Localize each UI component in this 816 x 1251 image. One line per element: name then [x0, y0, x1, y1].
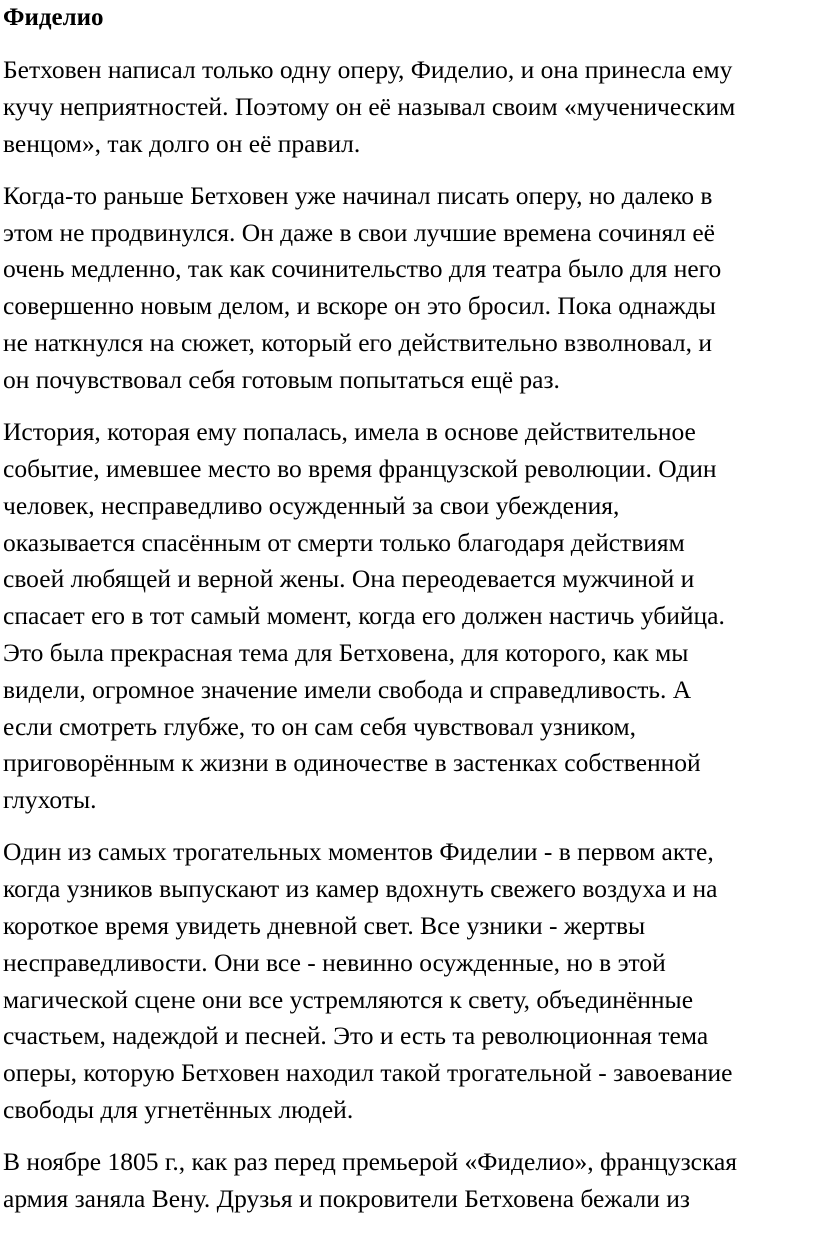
text-line: История, которая ему попалась, имела в основе действительное [3, 417, 696, 447]
text-line: кучу неприятностей. Поэтому он её называл своим «мученическим [3, 91, 736, 121]
text-line: свободы для угнетённых людей. [3, 1095, 354, 1125]
text-line: оперы, которую Бетховен находил такой трогательной - завоевание [3, 1058, 733, 1088]
text-line: армия заняла Вену. Друзья и покровители Бетховена бежали из [3, 1184, 691, 1214]
text-line: Это была прекрасная тема для Бетховена, для которого, как мы [3, 637, 689, 667]
text-line: венцом», так долго он её правил. [3, 128, 361, 158]
text-line: В ноябре 1805 г., как раз перед премьерой «Фиделио», французская [3, 1147, 738, 1177]
text-line: счастьем, надеждой и песней. Это и есть та революционная тема [3, 1021, 709, 1051]
text-line: несправедливости. Они все - невинно осужденные, но в этой [3, 947, 666, 977]
text-line: магической сцене они все устремляются к свету, объединённые [3, 984, 694, 1014]
text-line: этом не продвинулся. Он даже в свои лучшие времена сочинял её [3, 217, 715, 247]
text-line: спасает его в тот самый момент, когда его должен настичь убийца. [3, 601, 725, 631]
text-line: короткое время увидеть дневной свет. Все узники - жертвы [3, 911, 646, 941]
paragraph-1 [3, 52, 816, 162]
text-line: своей любящей и верной жены. Она переодевается мужчиной и [3, 564, 695, 594]
text-line: глухоты. [3, 785, 97, 815]
text-line: он почувствовал себя готовым попытаться ещё раз. [3, 364, 560, 394]
text-line: Бетховен написал только одну оперу, Фиделио, и она принесла ему [3, 55, 733, 84]
text-line: не наткнулся на сюжет, который его действительно взволновал, и [3, 328, 713, 358]
text-line: когда узников выпускают из камер вдохнуть свежего воздуха и на [3, 874, 718, 904]
text-line: оказывается спасённым от смерти только благодаря действиям [3, 527, 685, 557]
text-line: Когда-то раньше Бетховен уже начинал писать оперу, но далеко в [3, 180, 713, 210]
paragraph-5 [3, 1144, 816, 1218]
paragraph-4 [3, 834, 816, 1128]
text-line: Один из самых трогательных моментов Фиделии - в первом акте, [3, 837, 714, 867]
text-line: видели, огромное значение имели свобода и справедливость. А [3, 674, 692, 704]
text-line: если смотреть глубже, то он сам себя чувствовал узником, [3, 711, 636, 741]
paragraph-2 [3, 178, 816, 399]
text-line: очень медленно, так как сочинительство для театра было для него [3, 254, 722, 284]
text-line: событие, имевшее место во время французской революции. Один [3, 453, 717, 483]
paragraph-3 [3, 414, 816, 819]
document-title: Фиделио [3, 4, 104, 31]
text-line: приговорённым к жизни в одиночестве в застенках собственной [3, 748, 701, 778]
text-line: человек, несправедливо осужденный за свои убеждения, [3, 490, 620, 520]
text-line: совершенно новым делом, и вскоре он это бросил. Пока однажды [3, 291, 716, 321]
